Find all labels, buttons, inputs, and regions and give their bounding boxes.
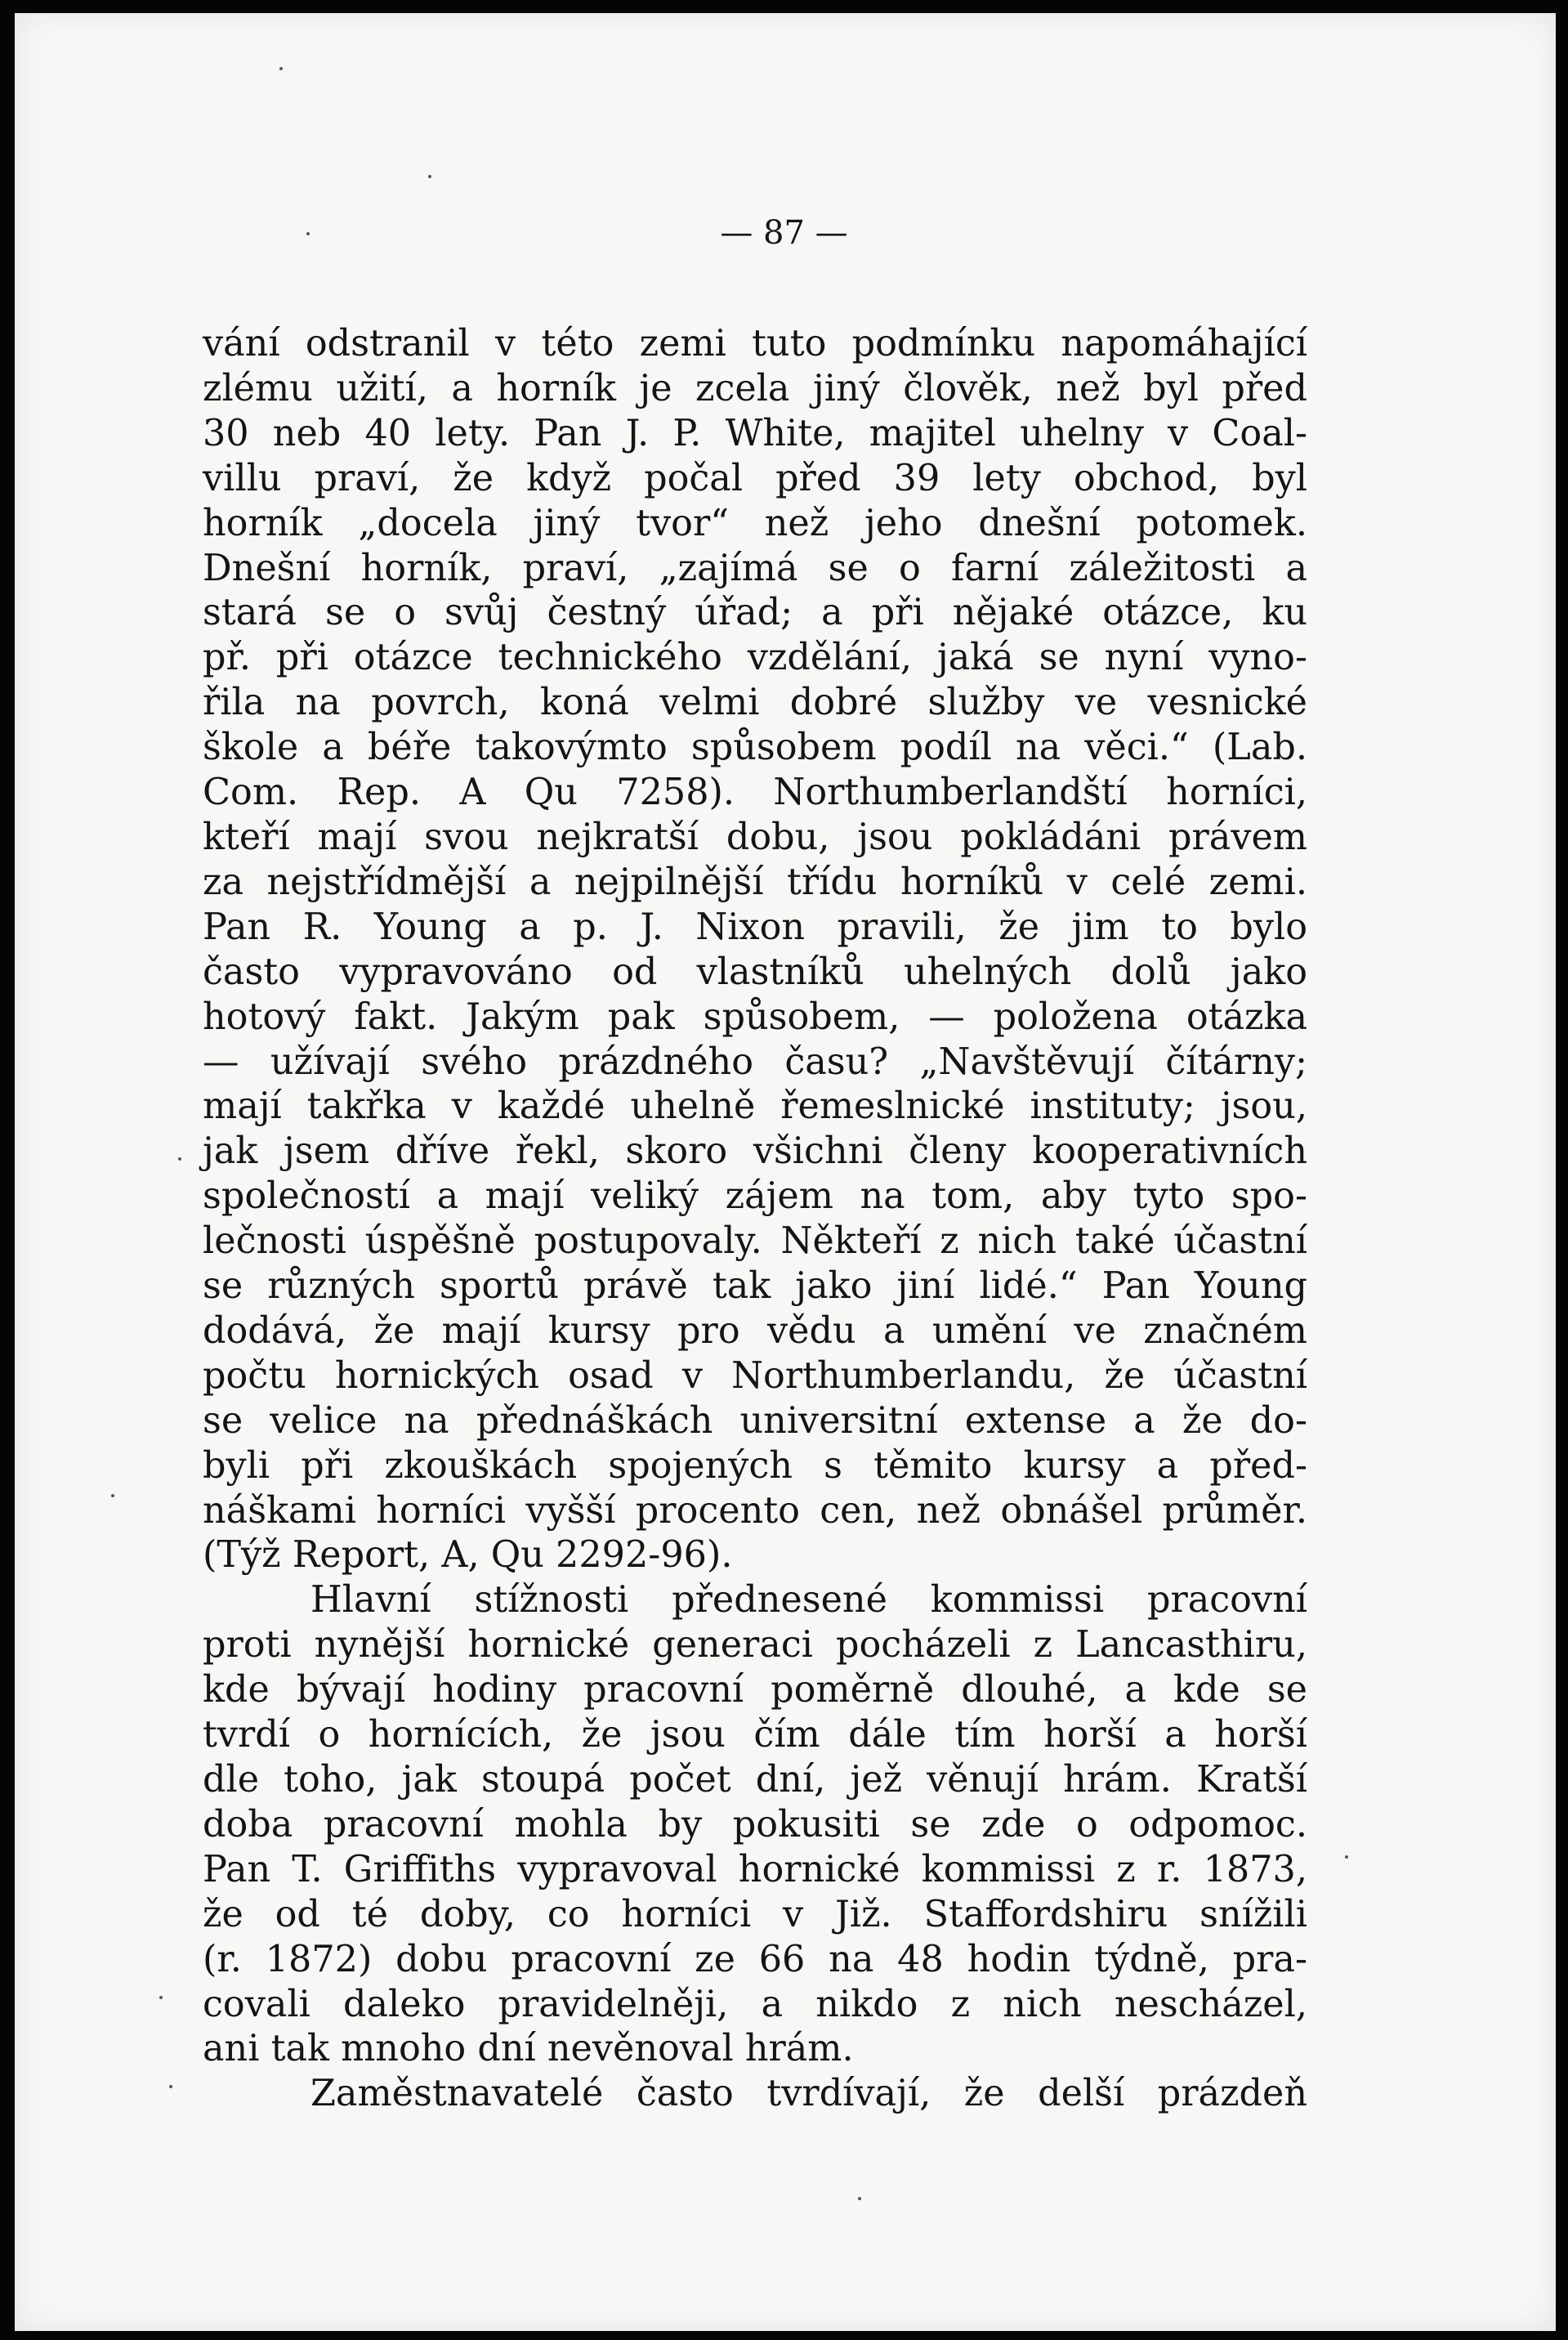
text-line: hotový fakt. Jakým pak spůsobem, — položena otázka <box>203 996 1307 1038</box>
print-speck <box>178 1157 181 1161</box>
text-line: mají takřka v každé uhelně řemeslnické instituty; jsou, <box>203 1085 1307 1128</box>
text-line: že od té doby, co horníci v Již. Staffordshiru snížili <box>203 1893 1307 1935</box>
text-line: jak jsem dříve řekl, skoro všichni členy kooperativních <box>203 1130 1307 1173</box>
text-line: Pan T. Griffiths vypravoval hornické kommissi z r. 1873, <box>203 1848 1307 1890</box>
text-line: Zaměstnavatelé často tvrdívají, že delší prázdeň <box>310 2073 1307 2115</box>
text-line: často vypravováno od vlastníků uhelných dolů jako <box>203 951 1307 993</box>
text-line: tvrdí o hornících, že jsou čím dále tím horší a horší <box>203 1714 1307 1756</box>
text-line: Com. Rep. A Qu 7258). Northumberlandští horníci, <box>203 772 1307 814</box>
text-line: stará se o svůj čestný úřad; a při nějaké otázce, ku <box>203 592 1307 634</box>
text-line: vání odstranil v této zemi tuto podmínku napomáhající <box>203 323 1307 365</box>
text-line: za nejstřídmější a nejpilnější třídu horníků v celé zemi. <box>203 861 1307 903</box>
text-line: př. při otázce technického vzdělání, jaká se nyní vyno- <box>203 637 1307 679</box>
text-line: doba pracovní mohla by pokusiti se zde o odpomoc. <box>203 1803 1307 1846</box>
text-line: — užívají svého prázdného času? „Navštěvují čítárny; <box>203 1040 1307 1083</box>
print-speck <box>279 67 283 70</box>
text-line: Hlavní stížnosti přednesené kommissi pracovní <box>310 1579 1307 1622</box>
print-speck <box>111 1494 114 1497</box>
text-line: dle toho, jak stoupá počet dní, jež věnují hrám. Kratší <box>203 1759 1307 1801</box>
text-line: řila na povrch, koná velmi dobré služby ve vesnické <box>203 682 1307 724</box>
text-line: dodává, že mají kursy pro vědu a umění ve značném <box>203 1309 1307 1352</box>
text-line: společností a mají veliký zájem na tom, aby tyto spo- <box>203 1175 1307 1218</box>
text-line: škole a béře takovýmto spůsobem podíl na věci.“ (Lab. <box>203 727 1307 769</box>
text-line: Pan R. Young a p. J. Nixon pravili, že jim to bylo <box>203 906 1307 948</box>
text-line: (r. 1872) dobu pracovní ze 66 na 48 hodin týdně, pra- <box>203 1938 1307 1980</box>
body-text <box>203 322 1307 2117</box>
text-line: zlému užití, a horník je zcela jiný člověk, než byl před <box>203 367 1307 409</box>
print-speck <box>1345 1855 1348 1859</box>
text-line: se různých sportů právě tak jako jiní lidé.“ Pan Young <box>203 1265 1307 1308</box>
print-speck <box>428 175 431 178</box>
text-line: byli při zkouškách spojených s těmito kursy a před- <box>203 1444 1307 1487</box>
text-line: lečnosti úspěšně postupovaly. Někteří z nich také účastní <box>203 1220 1307 1263</box>
text-line: kteří mají svou nejkratší dobu, jsou pokládáni právem <box>203 816 1307 858</box>
page-number: — 87 — <box>720 214 848 252</box>
text-line: Dnešní horník, praví, „zajímá se o farní záležitosti a <box>203 547 1307 589</box>
text-line: se velice na přednáškách universitní extense a že do- <box>203 1399 1307 1442</box>
text-line: 30 neb 40 lety. Pan J. P. White, majitel uhelny v Coal- <box>203 412 1307 454</box>
text-line: kde bývají hodiny pracovní poměrně dlouhé, a kde se <box>203 1669 1307 1711</box>
text-line: ani tak mnoho dní nevěnoval hrám. <box>203 2028 854 2070</box>
text-line: proti nynější hornické generaci pocházeli z Lancasthiru, <box>203 1624 1307 1667</box>
text-line: horník „docela jiný tvor“ než jeho dnešní potomek. <box>203 502 1307 544</box>
text-line: počtu hornických osad v Northumberlandu, že účastní <box>203 1354 1307 1397</box>
print-speck <box>159 1996 163 1999</box>
text-line: náškami horníci vyšší procento cen, než obnášel průměr. <box>203 1489 1307 1532</box>
text-line: villu praví, že když počal před 39 lety obchod, byl <box>203 457 1307 499</box>
print-speck <box>858 2197 861 2200</box>
text-line: covali daleko pravidelněji, a nikdo z nich nescházel, <box>203 1983 1307 2025</box>
text-line: (Týž Report, A, Qu 2292-96). <box>203 1534 733 1577</box>
print-speck <box>169 2085 172 2088</box>
